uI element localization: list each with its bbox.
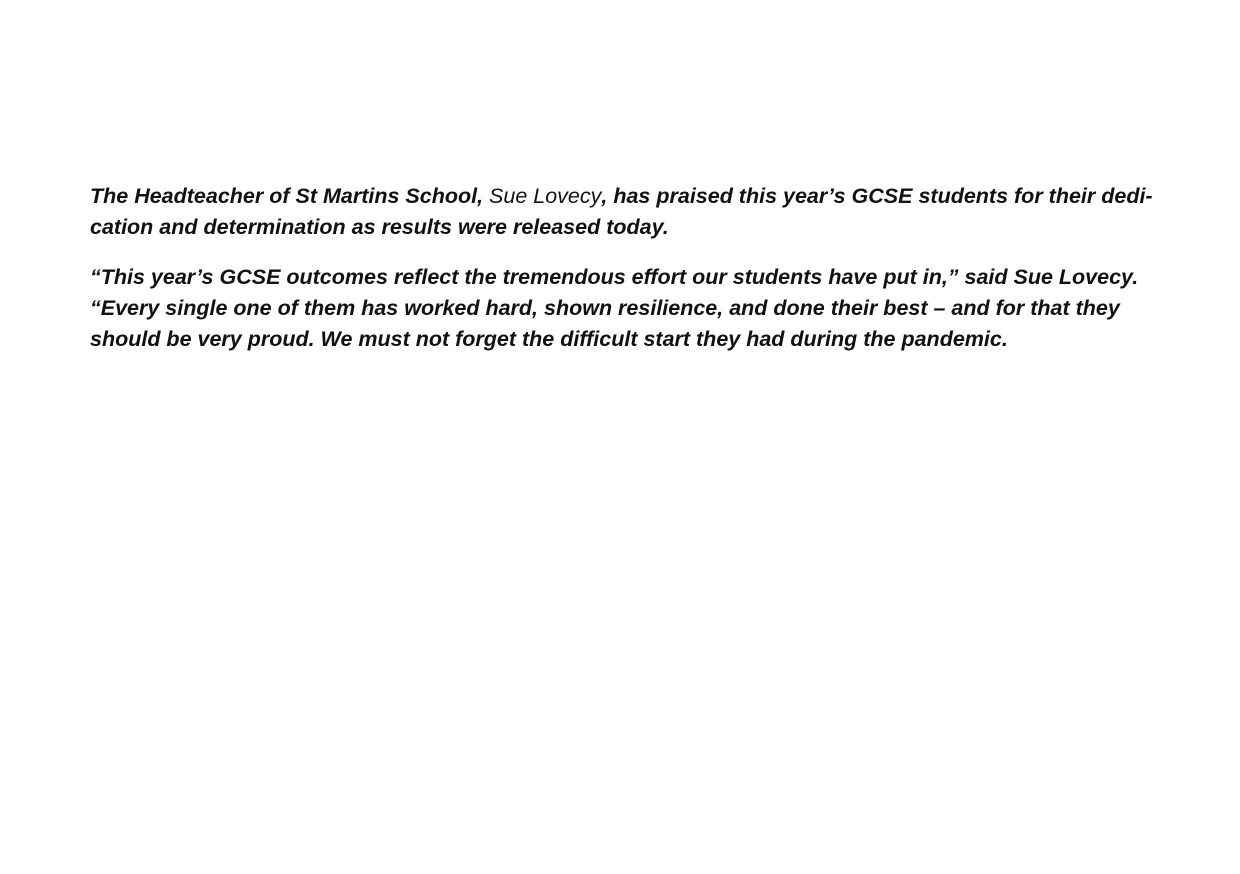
quote-paragraph <box>90 262 1152 355</box>
quote-line-3: should be very proud. We must not forget the difficult start they had during the pandemic. <box>90 327 1008 351</box>
intro-text-after-name: , has praised this year’s GCSE students for their dedi- <box>601 184 1153 208</box>
intro-line-1 <box>90 181 1152 212</box>
intro-paragraph <box>90 181 1152 243</box>
intro-line-2: cation and determination as results were released today. <box>90 215 669 239</box>
quote-line-2: “Every single one of them has worked hard, shown resilience, and done their best – and for that they <box>90 296 1120 320</box>
headteacher-name: Sue Lovecy <box>489 184 602 208</box>
quote-line-1: “This year’s GCSE outcomes reflect the tremendous effort our students have put in,” said Sue Lovecy. <box>90 265 1139 289</box>
intro-text-before-name: The Headteacher of St Martins School, <box>90 184 490 208</box>
article-body <box>90 181 1152 355</box>
